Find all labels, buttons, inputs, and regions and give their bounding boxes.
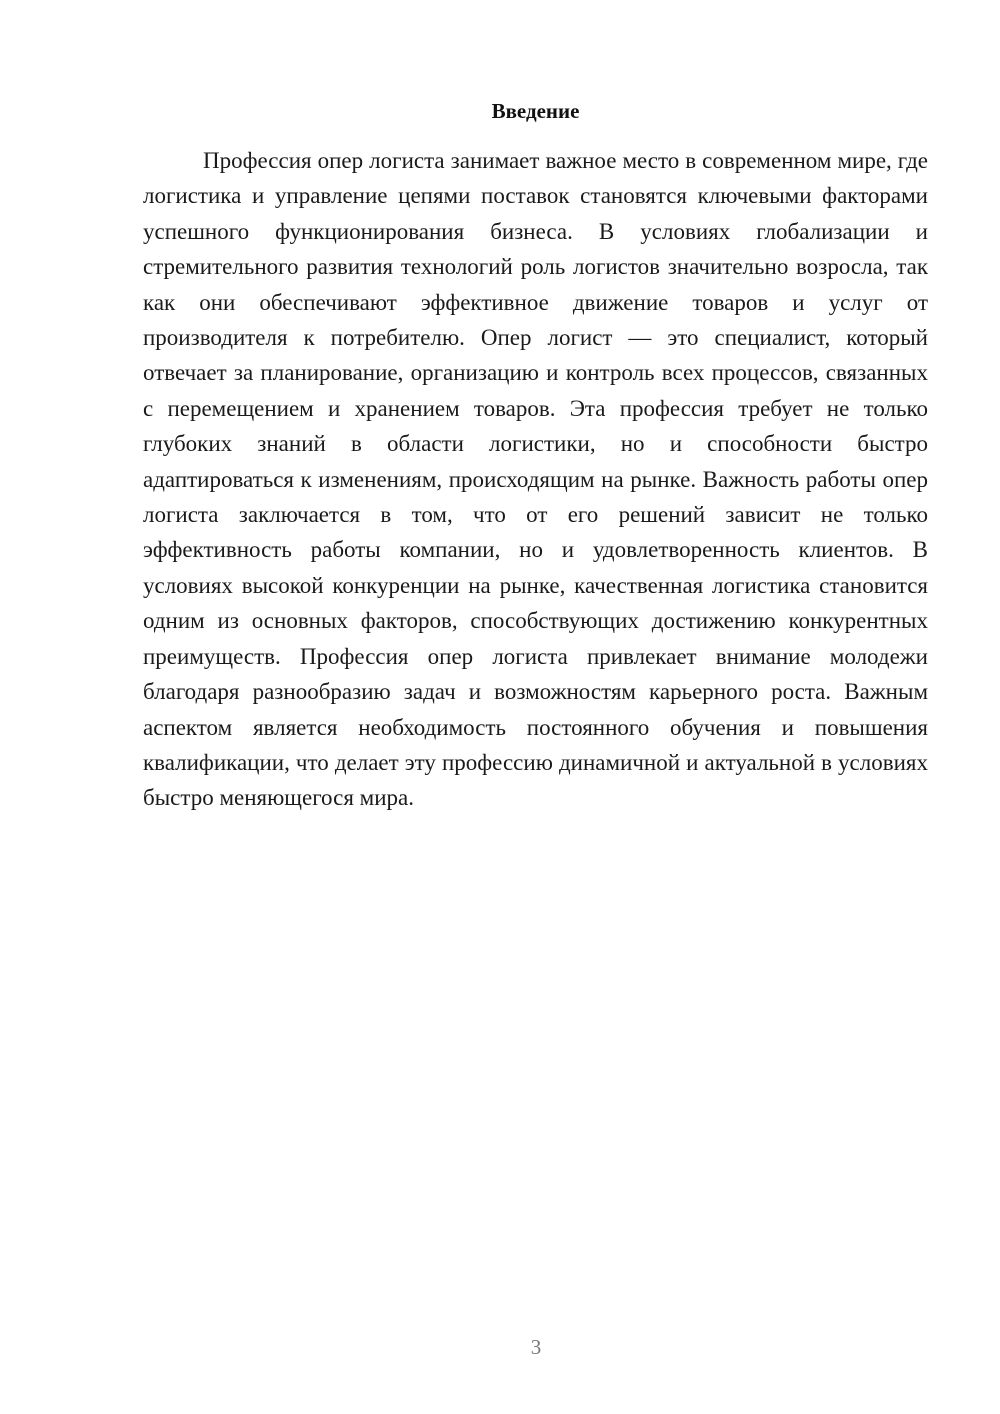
page-number: 3 [530, 1335, 542, 1359]
body-paragraph: Профессия опер логиста занимает важное место в современном мире, где логистика и управление цепями поставок становятся ключевыми факторами успешного функционирования бизнеса. В условиях глобализации и стремительного развития технологий роль логистов значительно возросла, так как они обеспечивают эффективное движение товаров и услуг от производителя к потребителю. Опер логист — это специалист, который отвечает за планирование, организацию и контроль всех процессов, связанных с перемещением и хранением товаров. Эта профессия требует не только глубоких знаний в области логистики, но и способности быстро адаптироваться к изменениям, происходящим на рынке. Важность работы опер логиста заключается в том, что от его решений зависит не только эффективность работы компании, но и удовлетворенность клиентов. В условиях высокой конкуренции на рынке, качественная логистика становится одним из основных факторов, способствующих достижению конкурентных преимуществ. Профессия опер логиста привлекает внимание молодежи благодаря разнообразию задач и возможностям карьерного роста. Важным аспектом является необходимость постоянного обучения и повышения квалификации, что делает эту профессию динамичной и актуальной в условиях быстро меняющегося мира. [143, 148, 928, 811]
section-heading: Введение [491, 99, 580, 123]
